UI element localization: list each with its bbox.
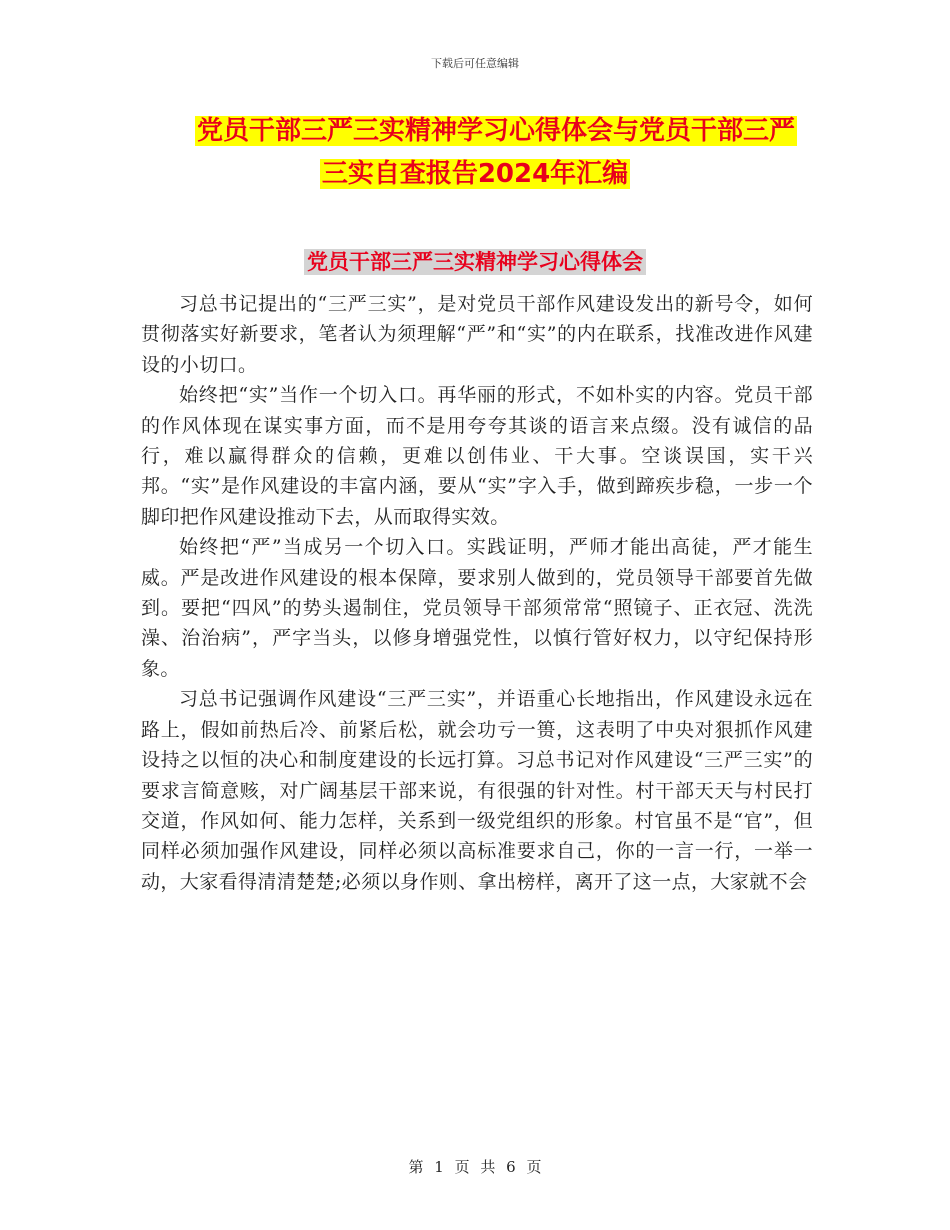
paragraph-3: 始终把“严”当成另一个切入口。实践证明，严师才能出高徒，严才能生威。严是改进作风建设的根本保障，要求别人做到的，党员领导干部要首先做到。要把“四风”的势头遏制住，党员领导干部须常常“照镜子、正衣冠、洗洗澡、治治病”，严字当头，以修身增强党性，以慎行管好权力，以守纪保持形象。 bbox=[141, 536, 813, 680]
document-title-line-1 bbox=[195, 113, 805, 149]
document-title-line-2 bbox=[195, 156, 755, 192]
page-number-footer: 第 1 页 共 6 页 bbox=[408, 1158, 542, 1176]
document-title-text-2: 三实自查报告2024年汇编 bbox=[321, 159, 629, 189]
paragraph-2: 始终把“实”当作一个切入口。再华丽的形式，不如朴实的内容。党员干部的作风体现在谋实事方面，而不是用夸夸其谈的语言来点缀。没有诚信的品行，难以赢得群众的信赖，更难以创伟业、干大事。空谈误国，实干兴邦。“实”是作风建设的丰富内涵，要从“实”字入手，做到蹄疾步稳，一步一个脚印把作风建设推动下去，从而取得实效。 bbox=[141, 384, 813, 528]
document-body bbox=[141, 289, 813, 897]
paragraph-1: 习总书记提出的“三严三实”，是对党员干部作风建设发出的新号令，如何贯彻落实好新要求，笔者认为须理解“严”和“实”的内在联系，找准改进作风建设的小切口。 bbox=[141, 293, 813, 376]
header-note: 下载后可任意编辑 bbox=[431, 57, 519, 70]
document-title-text-1: 党员干部三严三实精神学习心得体会与党员干部三严 bbox=[197, 116, 796, 146]
section-title-text: 党员干部三严三实精神学习心得体会 bbox=[304, 249, 646, 275]
section-title bbox=[0, 246, 950, 276]
paragraph-4: 习总书记强调作风建设“三严三实”，并语重心长地指出，作风建设永远在路上，假如前热后冷、前紧后松，就会功亏一篑，这表明了中央对狠抓作风建设持之以恒的决心和制度建设的长远打算。习总书记对作风建设“三严三实”的要求言简意赅，对广阔基层干部来说，有很强的针对性。村干部天天与村民打交道，作风如何、能力怎样，关系到一级党组织的形象。村官虽不是“官”，但同样必须加强作风建设，同样必须以高标准要求自己，你的一言一行，一举一动，大家看得清清楚楚;必须以身作则、拿出榜样，离开了这一点，大家就不会 bbox=[141, 688, 813, 893]
